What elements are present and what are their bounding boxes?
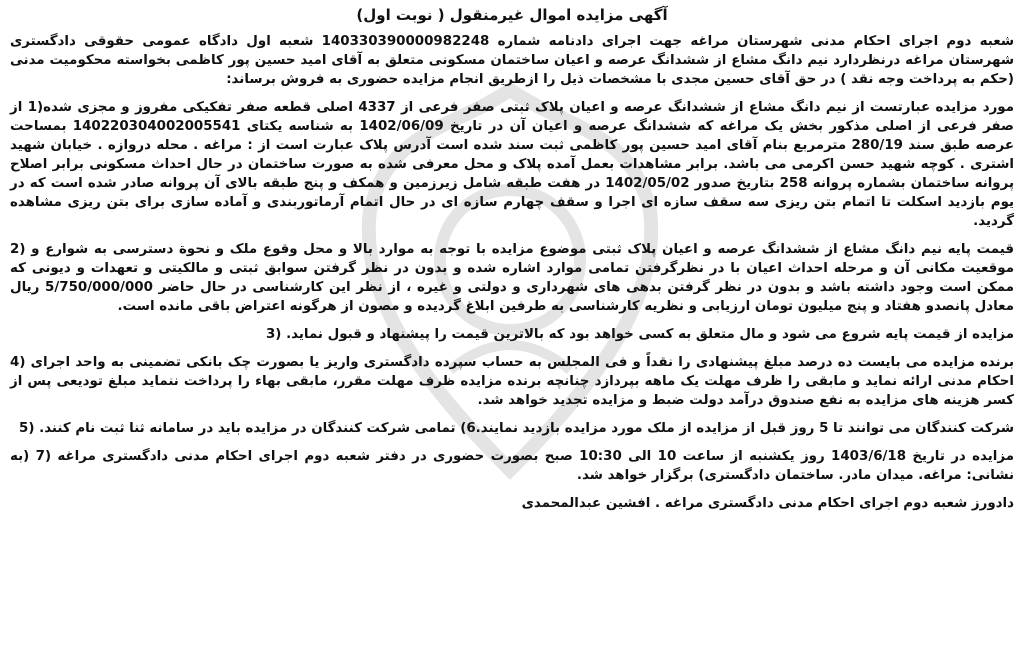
notice-title: آگهی مزایده اموال غیرمنقول ( نوبت اول) <box>356 6 668 24</box>
notice-item-4: برنده مزایده می بایست ده درصد مبلغ پیشنهادی را نقداً و فی المجلس به حساب سپرده دادگستری واریز یا بصورت چک بانکی تضمینی به واحد اجرای (4 احکام مدنی ارائه نماید و مابقی را ظرف مهلت یک ماهه بپردازد چنانچه برنده مزایده ظرف مهلت مقرر، مابقی بهاء را پرداخت ننماید مبلغ تودیعی پس از کسر هزینه های مزایده به نفع صندوق درآمد دولت ضبط و مزایده تجدید خواهد شد. <box>10 355 1014 408</box>
notice-item-5-6: شرکت کنندگان می توانند تا 5 روز قبل از مزایده از ملک مورد مزایده بازدید نمایند.6) تمامی شرکت کنندگان در مزایده باید در سامانه ثنا ثبت نام کنند. (5 <box>19 421 1014 436</box>
notice-intro: شعبه دوم اجرای احکام مدنی شهرستان مراغه جهت اجرای دادنامه شماره 140330390000982248 شعبه اول دادگاه عمومی حقوقی دادگستری شهرستان مراغه درنظردارد نیم دانگ مشاع از ششدانگ عرصه و اعیان ساختمان مسکونی متعلق به آقای امید حسین پور کاظمی بخواسته محکومیت مدنی (حکم به پرداخت وجه نقد ) در حق آقای حسین مجدی با مشخصات ذیل را ازطریق انجام مزایده حضوری به فروش برساند: <box>10 34 1014 87</box>
notice-signature: دادورز شعبه دوم اجرای احکام مدنی دادگستری مراغه . افشین عبدالمحمدی <box>521 496 1014 511</box>
notice-item-2: قیمت پایه نیم دانگ مشاع از ششدانگ عرصه و اعیان پلاک ثبتی موضوع مزایده با توجه به موارد بالا و محل وقوع ملک و نحوة دسترسی به شوارع و (2 موقعیت مکانی آن و مرحله احداث اعیان با در نظرگرفتن تمامی موارد اشاره شده و بدون در نظر گرفتن سوابق ثبتی و مالکیتی و تعهدات و دیونی که ممکن است وجود داشته باشد و بدون در نظر گرفتن بدهی های شهرداری و دولتی و غیره ، از نظر این کارشناسی در حال حاضر 5/750/000/000 ریال معادل پانصدو هفتاد و پنج میلیون تومان ارزیابی و نظریه کارشناسی به طرفین ابلاغ گردیده و مصون از هرگونه اعتراض باقی مانده است. <box>10 242 1014 314</box>
notice-item-3: مزایده از قیمت پایه شروع می شود و مال متعلق به کسی خواهد بود که بالاترین قیمت را پیشنهاد و قبول نماید. (3 <box>265 327 1014 342</box>
notice-item-7: مزایده در تاریخ 1403/6/18 روز یکشنبه از ساعت 10 الی 10:30 صبح بصورت حضوری در دفتر شعبه دوم اجرای احکام مدنی دادگستری مراغه (7 (به نشانی: مراغه. میدان مادر. ساختمان دادگستری) برگزار خواهد شد. <box>10 449 1014 483</box>
notice-item-1: مورد مزایده عبارتست از نیم دانگ مشاع از ششدانگ عرصه و اعیان پلاک ثبتی صفر فرعی از 4337 اصلی قطعه صفر تفکیکی مفروز و مجزی شده(1 از صفر فرعی از اصلی مذکور بخش یک مراغه که ششدانگ عرصه و اعیان آن در تاریخ 1402/06/09 به شناسه یکتای 140220304002005541 بمساحت عرصه طبق سند 280/19 مترمربع بنام آقای امید حسین پور کاظمی ثبت سند شده است آدرس پلاک عبارت است از : مراغه . محله دروازه . خیابان شهید اشتری . کوچه شهید حسن اکرمی می باشد. برابر مشاهدات بعمل آمده پلاک و محل معرفی شده به صورت ساختمان در حال احداث مسکونی برابر اصلاح پروانه ساختمان بشماره پروانه 258 بتاریخ صدور 1402/05/02 در هفت طبقه شامل زیرزمین و همکف و پنج طبقه بالای آن پروانه صادر شده است که در یوم بازدید اسکلت تا اتمام بتن ریزی سه سقف سازه ای اجرا و سقف چهارم سازه ای در حال اتمام آرماتوربندی و آماده سازی برای بتن ریزی مشاهده گردید. <box>10 100 1014 229</box>
